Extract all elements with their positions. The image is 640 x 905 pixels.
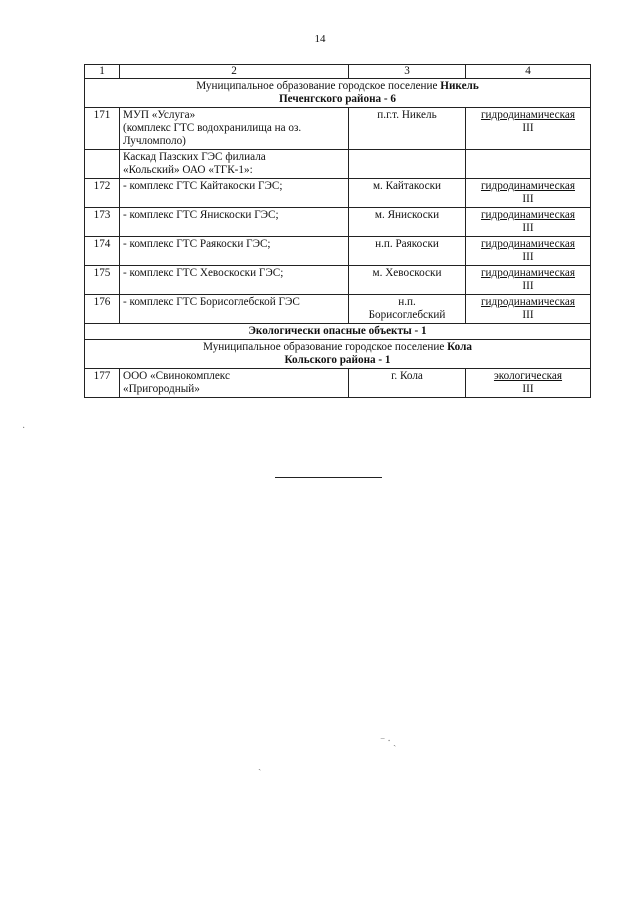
hazard-type-label: гидродинамическая	[480, 180, 576, 192]
object-location	[349, 179, 466, 208]
hazard-type-label: гидродинамическая	[480, 209, 576, 221]
object-location	[349, 237, 466, 266]
cascade-name-line2: «Кольский» ОАО «ТГК-1»:	[123, 164, 253, 176]
hazard-class: III	[522, 222, 534, 234]
object-location-line1: м. Хевоскоски	[372, 267, 442, 279]
hazard-type	[466, 179, 591, 208]
scan-artifact: ·	[22, 423, 26, 434]
hazard-class: III	[522, 383, 534, 395]
column-header-4: 4	[466, 65, 591, 79]
section-title-kola	[85, 340, 591, 369]
table-row	[85, 208, 591, 237]
cascade-location-empty	[349, 150, 466, 179]
object-name	[120, 369, 349, 398]
page-number: 14	[314, 33, 326, 45]
object-location-line2: Борисоглебский	[368, 309, 446, 321]
row-number: 176	[85, 295, 120, 324]
hazard-type-label: гидродинамическая	[480, 109, 576, 121]
object-location-line1: н.п. Раякоски	[375, 238, 439, 250]
object-name-line1: МУП «Услуга»	[123, 109, 196, 121]
hazard-type	[466, 237, 591, 266]
cascade-name	[120, 150, 349, 179]
table-row	[85, 266, 591, 295]
object-name: - комплекс ГТС Раякоски ГЭС;	[120, 237, 349, 266]
scan-artifact: ˎ	[258, 760, 262, 771]
section-kola-district: Кольского района - 1	[284, 354, 391, 366]
section-nikel-district: Печенгского района - 6	[278, 93, 397, 105]
end-divider-line	[275, 477, 382, 478]
object-name	[120, 108, 349, 150]
object-name-line2: «Пригородный»	[123, 383, 200, 395]
table-row	[85, 108, 591, 150]
object-location	[349, 295, 466, 324]
hazard-type-label: гидродинамическая	[480, 267, 576, 279]
hazard-type	[466, 108, 591, 150]
section-kola-town: Кола	[447, 341, 472, 353]
eco-header-row	[85, 324, 591, 340]
table-rows	[85, 179, 591, 324]
hazard-class: III	[522, 122, 534, 134]
table-row	[85, 237, 591, 266]
eco-objects-header: Экологически опасные объекты - 1	[85, 324, 591, 340]
table-row	[85, 179, 591, 208]
hazard-type	[466, 266, 591, 295]
hazard-class: III	[522, 193, 534, 205]
table-row	[85, 369, 591, 398]
hazard-class: III	[522, 309, 534, 321]
section-nikel-town: Никель	[440, 80, 479, 92]
scan-artifact: ⁻ ⸱ ˏ	[380, 736, 397, 747]
object-location: г. Кола	[349, 369, 466, 398]
row-number: 173	[85, 208, 120, 237]
row-number: 171	[85, 108, 120, 150]
column-header-3: 3	[349, 65, 466, 79]
hazard-class: III	[522, 280, 534, 292]
section-row-nikel	[85, 79, 591, 108]
object-location-line1: м. Янискоски	[374, 209, 440, 221]
hazard-type-label: гидродинамическая	[480, 238, 576, 250]
object-location	[349, 208, 466, 237]
hazard-type-label: гидродинамическая	[480, 296, 576, 308]
hazard-objects-table	[84, 64, 591, 398]
object-name: - комплекс ГТС Кайтакоски ГЭС;	[120, 179, 349, 208]
hazard-class: III	[522, 251, 534, 263]
object-location-line1: н.п.	[398, 296, 416, 308]
row-number-empty	[85, 150, 120, 179]
cascade-type-empty	[466, 150, 591, 179]
table-row	[85, 295, 591, 324]
table-header-row	[85, 65, 591, 79]
hazard-type	[466, 208, 591, 237]
hazard-type	[466, 369, 591, 398]
section-title-nikel	[85, 79, 591, 108]
object-location	[349, 266, 466, 295]
object-name-line1: ООО «Свинокомплекс	[123, 370, 230, 382]
column-header-2: 2	[120, 65, 349, 79]
object-name-line2: (комплекс ГТС водохранилища на оз. Лучломполо)	[123, 122, 302, 147]
row-number: 175	[85, 266, 120, 295]
cascade-name-line1: Каскад Пазских ГЭС филиала	[123, 151, 266, 163]
row-number: 177	[85, 369, 120, 398]
cascade-row	[85, 150, 591, 179]
object-location: п.г.т. Никель	[349, 108, 466, 150]
hazard-type-label: экологическая	[493, 370, 563, 382]
section-nikel-prefix: Муниципальное образование городское поселение	[196, 80, 441, 92]
section-kola-prefix: Муниципальное образование городское поселение	[203, 341, 448, 353]
row-number: 172	[85, 179, 120, 208]
hazard-type	[466, 295, 591, 324]
column-header-1: 1	[85, 65, 120, 79]
section-row-kola	[85, 340, 591, 369]
object-location-line1: м. Кайтакоски	[372, 180, 442, 192]
row-number: 174	[85, 237, 120, 266]
object-name: - комплекс ГТС Янискоски ГЭС;	[120, 208, 349, 237]
object-name: - комплекс ГТС Борисоглебской ГЭС	[120, 295, 349, 324]
object-name: - комплекс ГТС Хевоскоски ГЭС;	[120, 266, 349, 295]
